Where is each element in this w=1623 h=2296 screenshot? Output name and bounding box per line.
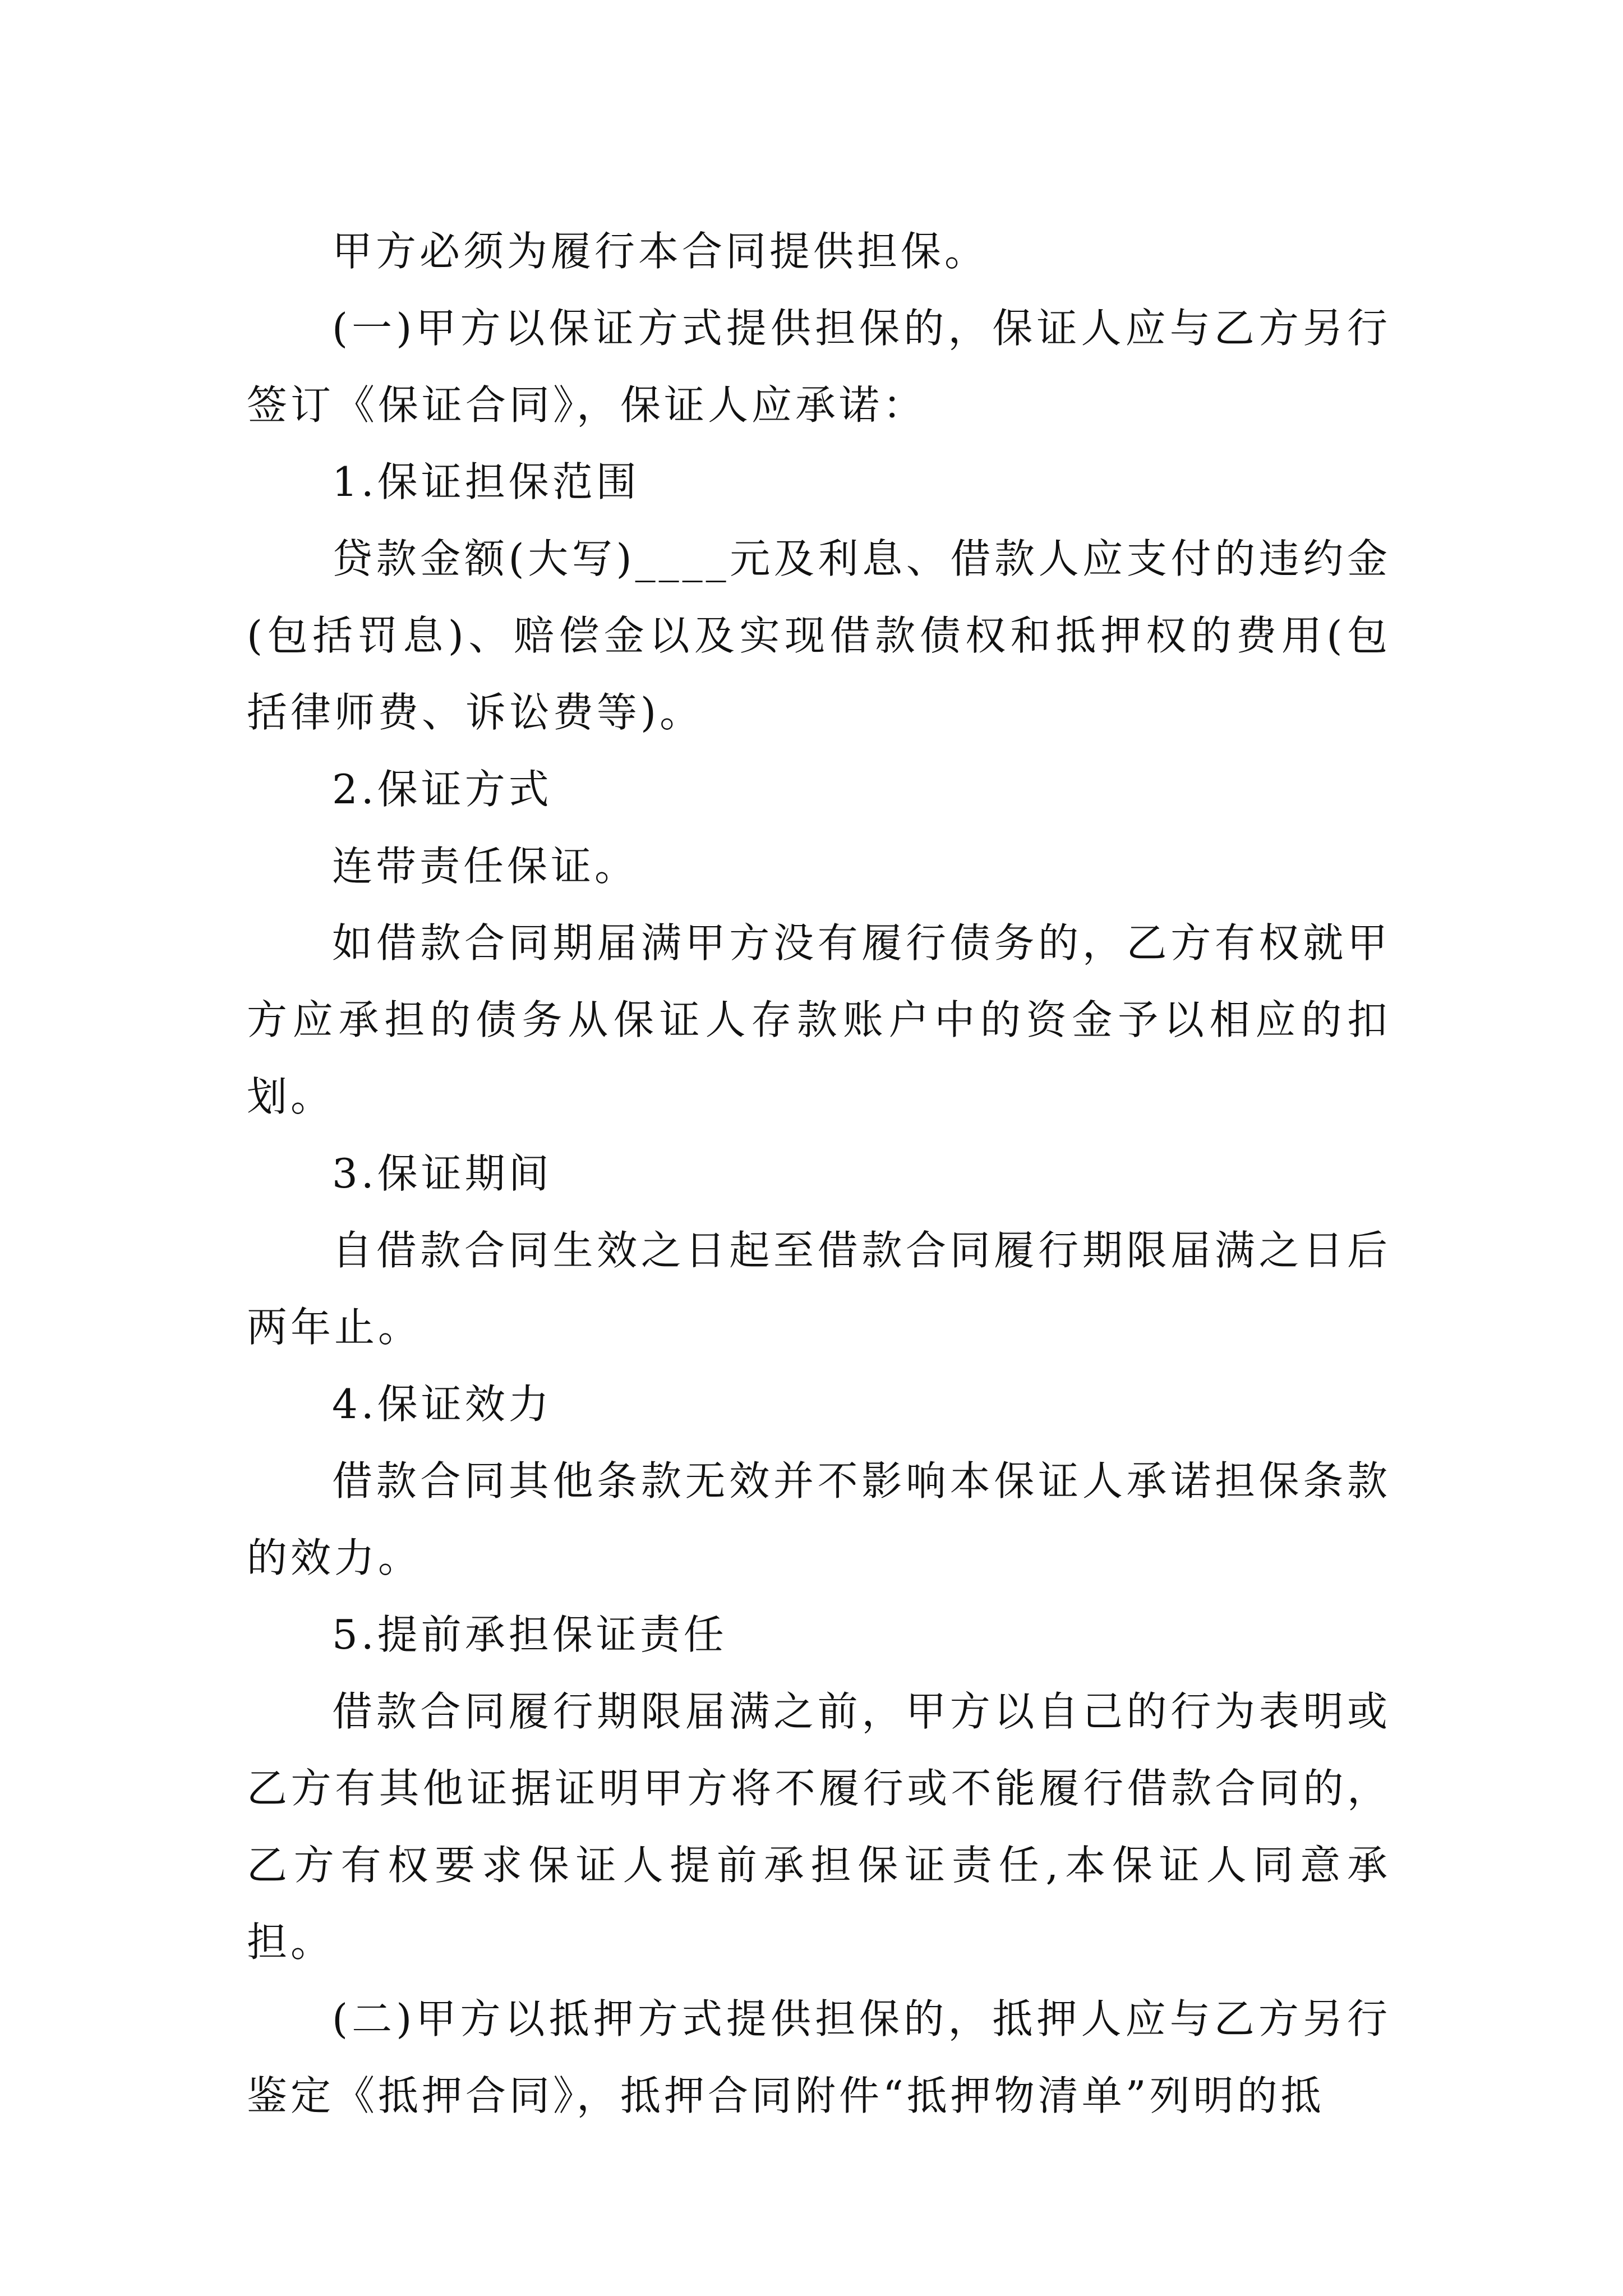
document-body — [247, 213, 1391, 2134]
heading-guarantee-period: 3.保证期间 — [332, 1150, 552, 1197]
paragraph-deduction-right: 如借款合同期届满甲方没有履行债务的，乙方有权就甲方应承担的债务从保证人存款账户中的资金予以相应的扣划。 — [247, 919, 1391, 1120]
paragraph-section-one-guarantee: (一)甲方以保证方式提供担保的，保证人应与乙方另行签订《保证合同》，保证人应承诺： — [247, 305, 1391, 429]
paragraph-early-liability: 借款合同履行期限届满之前，甲方以自己的行为表明或乙方有其他证据证明甲方将不履行或不能履行借款合同的，乙方有权要求保证人提前承担保证责任,本保证人同意承担。 — [247, 1688, 1391, 1966]
heading-guarantee-method: 2.保证方式 — [332, 766, 552, 813]
paragraph-guarantee-requirement: 甲方必须为履行本合同提供担保。 — [332, 228, 989, 275]
heading-guarantee-effect: 4.保证效力 — [332, 1381, 552, 1428]
paragraph-guarantee-method: 连带责任保证。 — [332, 843, 639, 890]
paragraph-guarantee-period: 自借款合同生效之日起至借款合同履行期限届满之日后两年止。 — [247, 1227, 1391, 1351]
paragraph-guarantee-effect: 借款合同其他条款无效并不影响本保证人承诺担保条款的效力。 — [247, 1457, 1391, 1581]
heading-early-liability: 5.提前承担保证责任 — [332, 1611, 727, 1658]
heading-guarantee-scope: 1.保证担保范围 — [332, 458, 640, 505]
paragraph-section-two-mortgage: (二)甲方以抵押方式提供担保的，抵押人应与乙方另行鉴定《抵押合同》，抵押合同附件“抵押物清单”列明的抵 — [247, 1995, 1391, 2119]
paragraph-guarantee-scope: 贷款金额(大写)____元及利息、借款人应支付的违约金(包括罚息)、赔偿金以及实现借款债权和抵押权的费用(包括律师费、诉讼费等)。 — [247, 535, 1391, 736]
